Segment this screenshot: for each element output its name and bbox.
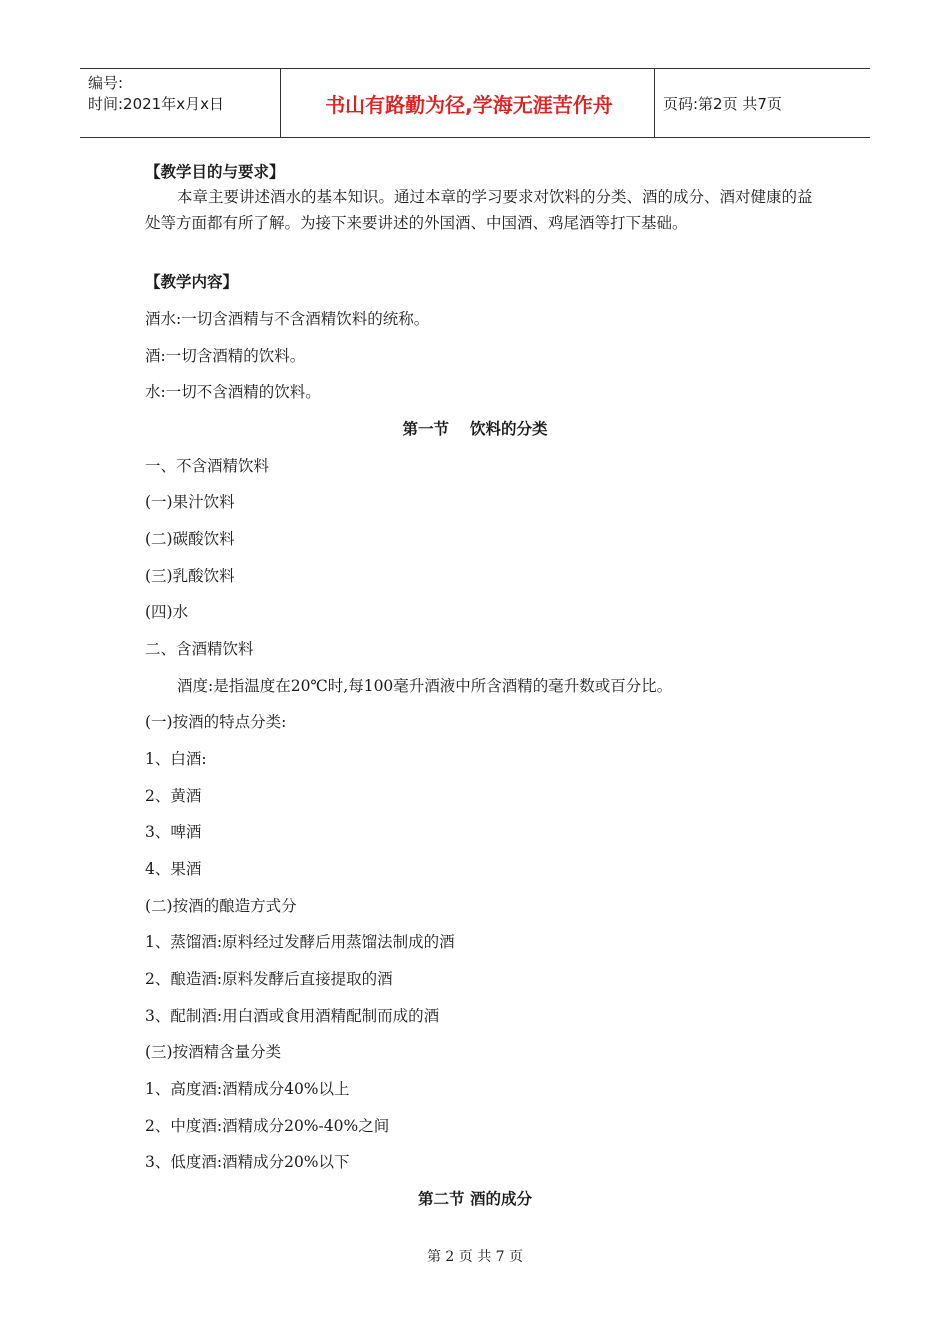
list-item: 酒度:是指温度在20℃时,每100毫升酒液中所含酒精的毫升数或百分比。: [177, 677, 673, 695]
list-item: (三)乳酸饮料: [145, 567, 235, 585]
list-item: 2、中度酒:酒精成分20%-40%之间: [145, 1117, 390, 1135]
list-item: 一、不含酒精饮料: [145, 457, 270, 475]
header-divider: [280, 69, 281, 137]
document-header: [80, 68, 870, 138]
header-meta: [88, 73, 224, 115]
list-item: (三)按酒精含量分类: [145, 1043, 282, 1061]
definition-drinks: 酒水:一切含酒精与不含酒精饮料的统称。: [145, 310, 430, 328]
header-page-info: 页码:第2页 共7页: [663, 94, 782, 113]
page-footer: 第 2 页 共 7 页: [426, 1249, 524, 1265]
header-motto: 书山有路勤为径,学海无涯苦作舟: [325, 92, 613, 117]
header-number-label: 编号:: [88, 74, 124, 92]
definition-water: 水:一切不含酒精的饮料。: [145, 383, 321, 401]
list-item: 3、啤酒: [145, 823, 202, 841]
list-item: (二)碳酸饮料: [145, 530, 235, 548]
list-item: 2、酿造酒:原料发酵后直接提取的酒: [145, 970, 393, 988]
list-item: 3、低度酒:酒精成分20%以下: [145, 1153, 350, 1171]
list-item: 二、含酒精饮料: [145, 640, 254, 658]
list-item: (二)按酒的酿造方式分: [145, 897, 297, 915]
list-item: 3、配制酒:用白酒或食用酒精配制而成的酒: [145, 1007, 440, 1025]
list-item: 1、白酒:: [145, 750, 207, 768]
list-item: 2、黄酒: [145, 787, 202, 805]
list-item: (一)按酒的特点分类:: [145, 713, 287, 731]
list-item: (四)水: [145, 603, 189, 621]
header-date-label: 时间:2021年x月x日: [88, 95, 224, 113]
definition-alcohol: 酒:一切含酒精的饮料。: [145, 347, 306, 365]
objectives-text: 本章主要讲述酒水的基本知识。通过本章的学习要求对饮料的分类、酒的成分、酒对健康的益处等方面都有所了解。为接下来要讲述的外国酒、中国酒、鸡尾酒等打下基础。: [145, 188, 813, 232]
list-item: (一)果汁饮料: [145, 493, 235, 511]
list-item: 1、高度酒:酒精成分40%以上: [145, 1080, 350, 1098]
list-item: 1、蒸馏酒:原料经过发酵后用蒸馏法制成的酒: [145, 933, 455, 951]
content-heading: 【教学内容】: [145, 273, 239, 291]
objectives-heading: 【教学目的与要求】: [145, 163, 285, 181]
section-title: 第二节 酒的成分: [418, 1190, 532, 1208]
list-item: 4、果酒: [145, 860, 202, 878]
section-title: 第一节 饮料的分类: [402, 420, 548, 438]
